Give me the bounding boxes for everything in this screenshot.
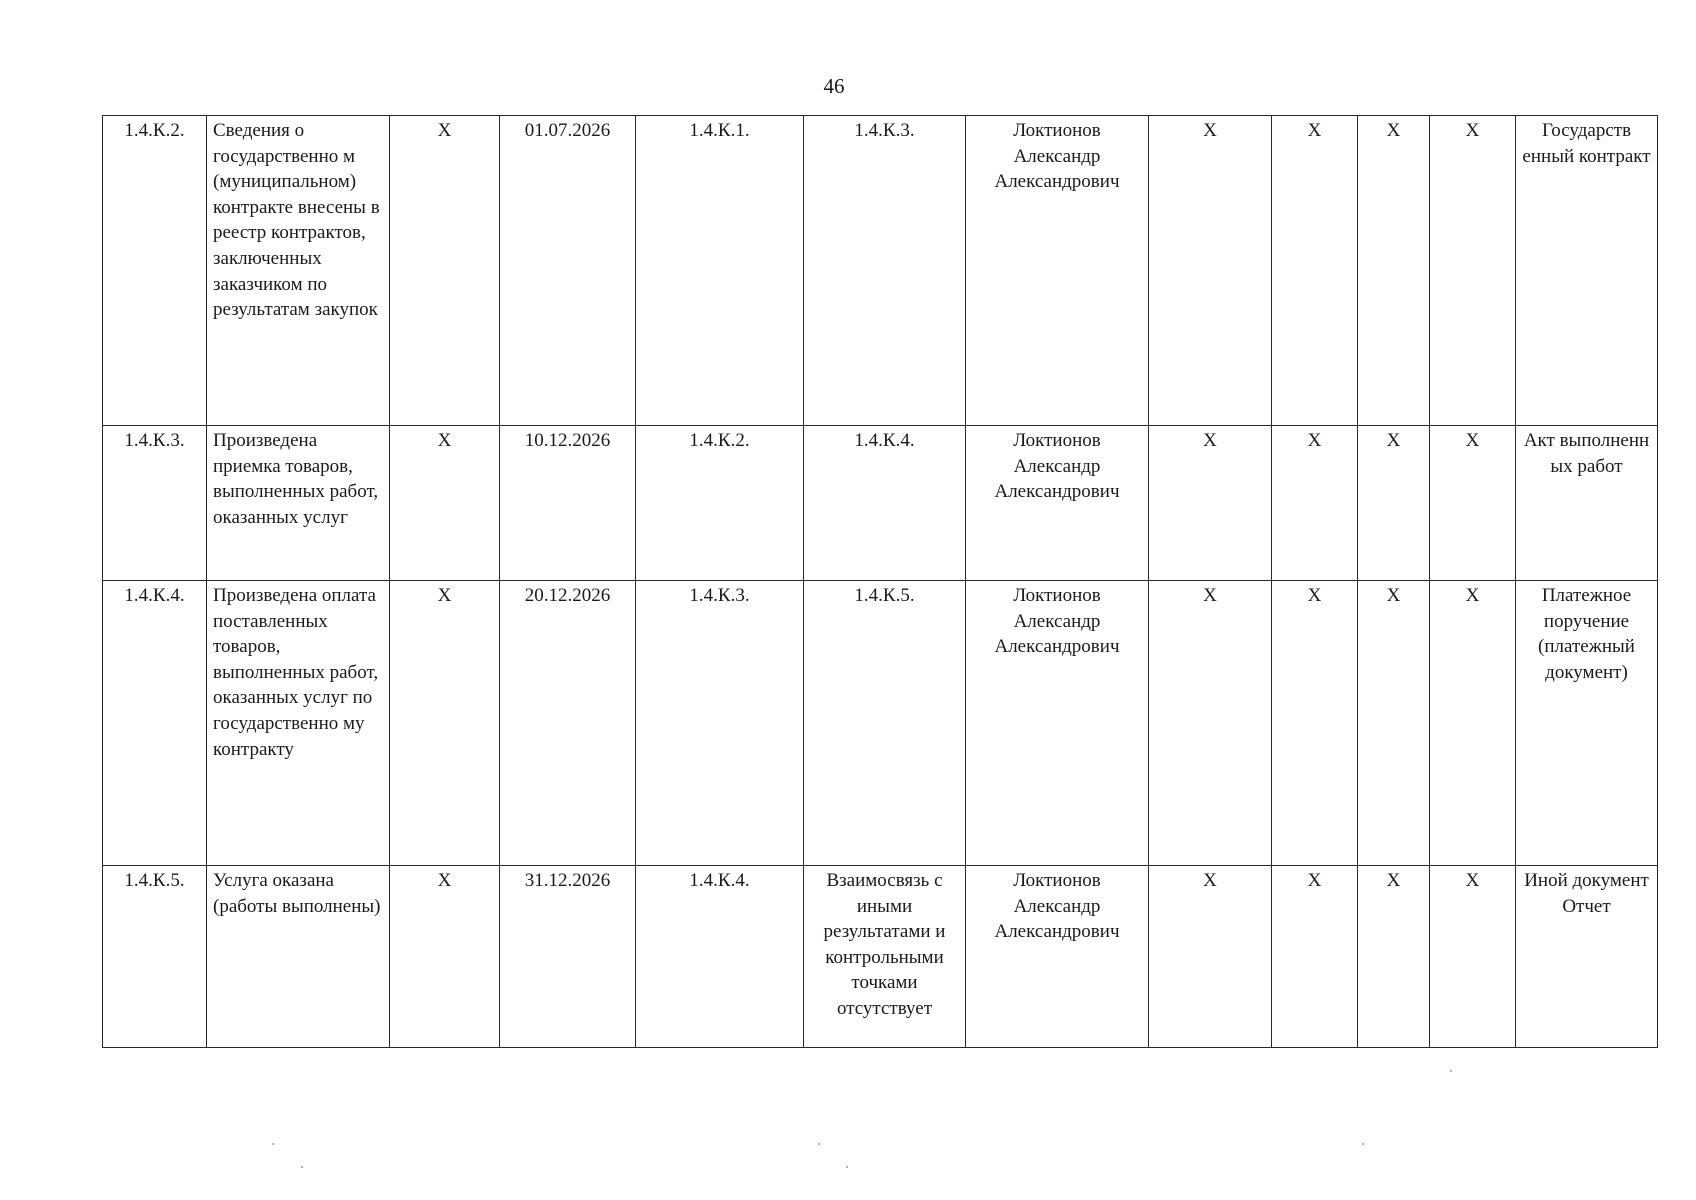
row-mark: Х — [1149, 426, 1272, 581]
row-mark: Х — [1358, 581, 1430, 866]
row-date: 31.12.2026 — [500, 866, 636, 1048]
row-mark: Х — [1149, 581, 1272, 866]
row-code: 1.4.К.3. — [103, 426, 207, 581]
row-description: Услуга оказана (работы выполнены) — [207, 866, 390, 1048]
row-responsible: Локтионов Александр Александрович — [966, 116, 1149, 426]
control-points-table — [102, 115, 1658, 1048]
row-predecessor: 1.4.К.4. — [636, 866, 804, 1048]
row-code: 1.4.К.4. — [103, 581, 207, 866]
scan-speck — [1362, 1143, 1364, 1145]
row-successor: 1.4.К.5. — [804, 581, 966, 866]
row-code: 1.4.К.2. — [103, 116, 207, 426]
row-successor: 1.4.К.3. — [804, 116, 966, 426]
scan-speck — [846, 1166, 848, 1168]
row-mark: Х — [1430, 866, 1516, 1048]
table-row — [103, 116, 1658, 426]
row-mark: Х — [1358, 426, 1430, 581]
row-mark: Х — [390, 426, 500, 581]
row-mark: Х — [1430, 116, 1516, 426]
row-mark: Х — [390, 116, 500, 426]
row-successor: 1.4.К.4. — [804, 426, 966, 581]
row-document: Государств енный контракт — [1516, 116, 1658, 426]
row-predecessor: 1.4.К.1. — [636, 116, 804, 426]
row-mark: Х — [1149, 866, 1272, 1048]
row-mark: Х — [1430, 426, 1516, 581]
row-description: Сведения о государственно м (муниципальном) контракте внесены в реестр контрактов, заключенных заказчиком по результатам закупок — [207, 116, 390, 426]
table-row — [103, 866, 1658, 1048]
row-predecessor: 1.4.К.2. — [636, 426, 804, 581]
row-date: 20.12.2026 — [500, 581, 636, 866]
row-mark: Х — [1272, 866, 1358, 1048]
row-date: 10.12.2026 — [500, 426, 636, 581]
row-responsible: Локтионов Александр Александрович — [966, 426, 1149, 581]
row-mark: Х — [1272, 581, 1358, 866]
row-mark: Х — [1272, 426, 1358, 581]
scan-speck — [301, 1166, 303, 1168]
row-predecessor: 1.4.К.3. — [636, 581, 804, 866]
row-description: Произведена приемка товаров, выполненных работ, оказанных услуг — [207, 426, 390, 581]
row-document: Акт выполненн ых работ — [1516, 426, 1658, 581]
row-document: Иной документ Отчет — [1516, 866, 1658, 1048]
row-successor: Взаимосвязь с иными результатами и контрольными точками отсутствует — [804, 866, 966, 1048]
scan-speck — [272, 1143, 274, 1145]
table-row — [103, 426, 1658, 581]
row-code: 1.4.К.5. — [103, 866, 207, 1048]
row-mark: Х — [390, 581, 500, 866]
row-responsible: Локтионов Александр Александрович — [966, 581, 1149, 866]
row-mark: Х — [1358, 116, 1430, 426]
row-mark: Х — [1272, 116, 1358, 426]
scan-speck — [1450, 1070, 1452, 1072]
page-number: 46 — [823, 74, 845, 98]
row-mark: Х — [390, 866, 500, 1048]
row-mark: Х — [1149, 116, 1272, 426]
row-responsible: Локтионов Александр Александрович — [966, 866, 1149, 1048]
row-date: 01.07.2026 — [500, 116, 636, 426]
row-description: Произведена оплата поставленных товаров, выполненных работ, оказанных услуг по государственно му контракту — [207, 581, 390, 866]
scan-speck — [818, 1143, 820, 1145]
row-mark: Х — [1430, 581, 1516, 866]
row-document: Платежное поручение (платежный документ) — [1516, 581, 1658, 866]
row-mark: Х — [1358, 866, 1430, 1048]
table-row — [103, 581, 1658, 866]
